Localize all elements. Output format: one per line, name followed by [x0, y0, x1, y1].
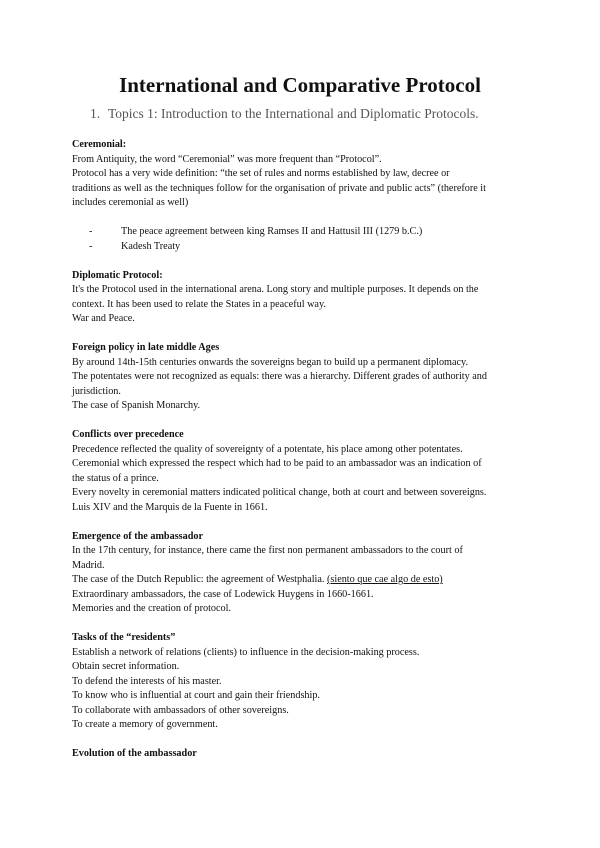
bullet-marker: -: [89, 226, 93, 237]
paragraph-line: War and Peace.: [72, 313, 135, 324]
paragraph-line: In the 17th century, for instance, there came the first non permanent ambassadors to the court of: [72, 545, 463, 556]
paragraph-line: Ceremonial which expressed the respect which had to be paid to an ambassador was an indication of: [72, 458, 482, 469]
section-evolution-of-ambassador: [72, 747, 532, 762]
section-heading: Diplomatic Protocol:: [72, 269, 163, 281]
paragraph-line: By around 14th-15th centuries onwards the sovereigns began to build up a permanent diplomacy.: [72, 356, 468, 368]
paragraph-line: The potentates were not recognized as equals: there was a hierarchy. Different grades of authority and: [72, 371, 487, 382]
paragraph-line: The case of Spanish Monarchy.: [72, 400, 201, 411]
section-emergence-of-ambassador: [72, 530, 532, 617]
paragraph-line: Precedence reflected the quality of sovereignty of a potentate, his place among other potentates.: [72, 443, 463, 455]
paragraph-line: traditions as well as the techniques follow for the organisation of private and public acts” (therefore it: [72, 182, 486, 194]
paragraph-line: Establish a network of relations (clients) to influence in the decision-making process.: [72, 646, 420, 658]
document-title: International and Comparative Protocol: [119, 73, 481, 97]
section-heading: Conflicts over precedence: [72, 429, 184, 440]
paragraph-line: Luis XIV and the Marquis de la Fuente in 1661.: [72, 501, 268, 513]
paragraph-line: From Antiquity, the word “Ceremonial” was more frequent than “Protocol”.: [72, 153, 382, 165]
section-heading: Ceremonial:: [72, 139, 127, 150]
subtitle-number: 1.: [90, 106, 101, 121]
section-heading: Tasks of the “residents”: [72, 632, 176, 643]
document-body: [72, 138, 532, 762]
paragraph-line: Extraordinary ambassadors, the case of Lodewick Huygens in 1660-1661.: [72, 588, 374, 600]
paragraph-line: Obtain secret information.: [72, 661, 180, 672]
section-heading: Foreign policy in late middle Ages: [72, 342, 220, 353]
paragraph-line: jurisdiction.: [72, 385, 121, 397]
section-foreign-policy: [72, 341, 532, 414]
list-item-text: Kadesh Treaty: [121, 240, 181, 252]
section-tasks-of-residents: [72, 631, 532, 733]
section-heading: Emergence of the ambassador: [72, 530, 203, 542]
bullet-marker: -: [89, 240, 93, 252]
list-item-text: The peace agreement between king Ramses II and Hattusil III (1279 b.C.): [121, 226, 423, 237]
paragraph-line: Every novelty in ceremonial matters indicated political change, both at court and between sovereigns.: [72, 487, 487, 498]
paragraph-line: the status of a prince.: [72, 472, 159, 484]
paragraph-line: To collaborate with ambassadors of other sovereigns.: [72, 704, 289, 716]
paragraph-line: [72, 573, 532, 588]
paragraph-line: To create a memory of government.: [72, 719, 218, 730]
list-item: [72, 240, 532, 255]
section-ceremonial: [72, 138, 532, 254]
section-conflicts-over-precedence: [72, 428, 532, 515]
section-diplomatic-protocol: [72, 269, 532, 327]
paragraph-line: includes ceremonial as well): [72, 197, 189, 208]
section-heading: Evolution of the ambassador: [72, 748, 197, 759]
paragraph-line: context. It has been used to relate the States in a peaceful way.: [72, 298, 326, 310]
list-item: [72, 225, 532, 240]
subtitle-text: Topics 1: Introduction to the International and Diplomatic Protocols.: [108, 106, 479, 121]
paragraph-line: Memories and the creation of protocol.: [72, 603, 231, 614]
paragraph-line: To know who is influential at court and gain their friendship.: [72, 690, 320, 701]
paragraph-line: Protocol has a very wide definition: “the set of rules and norms established by law, decree or: [72, 168, 450, 179]
paragraph-line: To defend the interests of his master.: [72, 675, 222, 687]
paragraph-line: Madrid.: [72, 559, 105, 571]
underlined-note: (siento que cae algo de esto): [327, 574, 443, 585]
line-text: The case of the Dutch Republic: the agreement of Westphalia.: [72, 574, 325, 585]
paragraph-line: It's the Protocol used in the international arena. Long story and multiple purposes. It depends on the: [72, 284, 479, 295]
document-subtitle: [90, 105, 590, 123]
